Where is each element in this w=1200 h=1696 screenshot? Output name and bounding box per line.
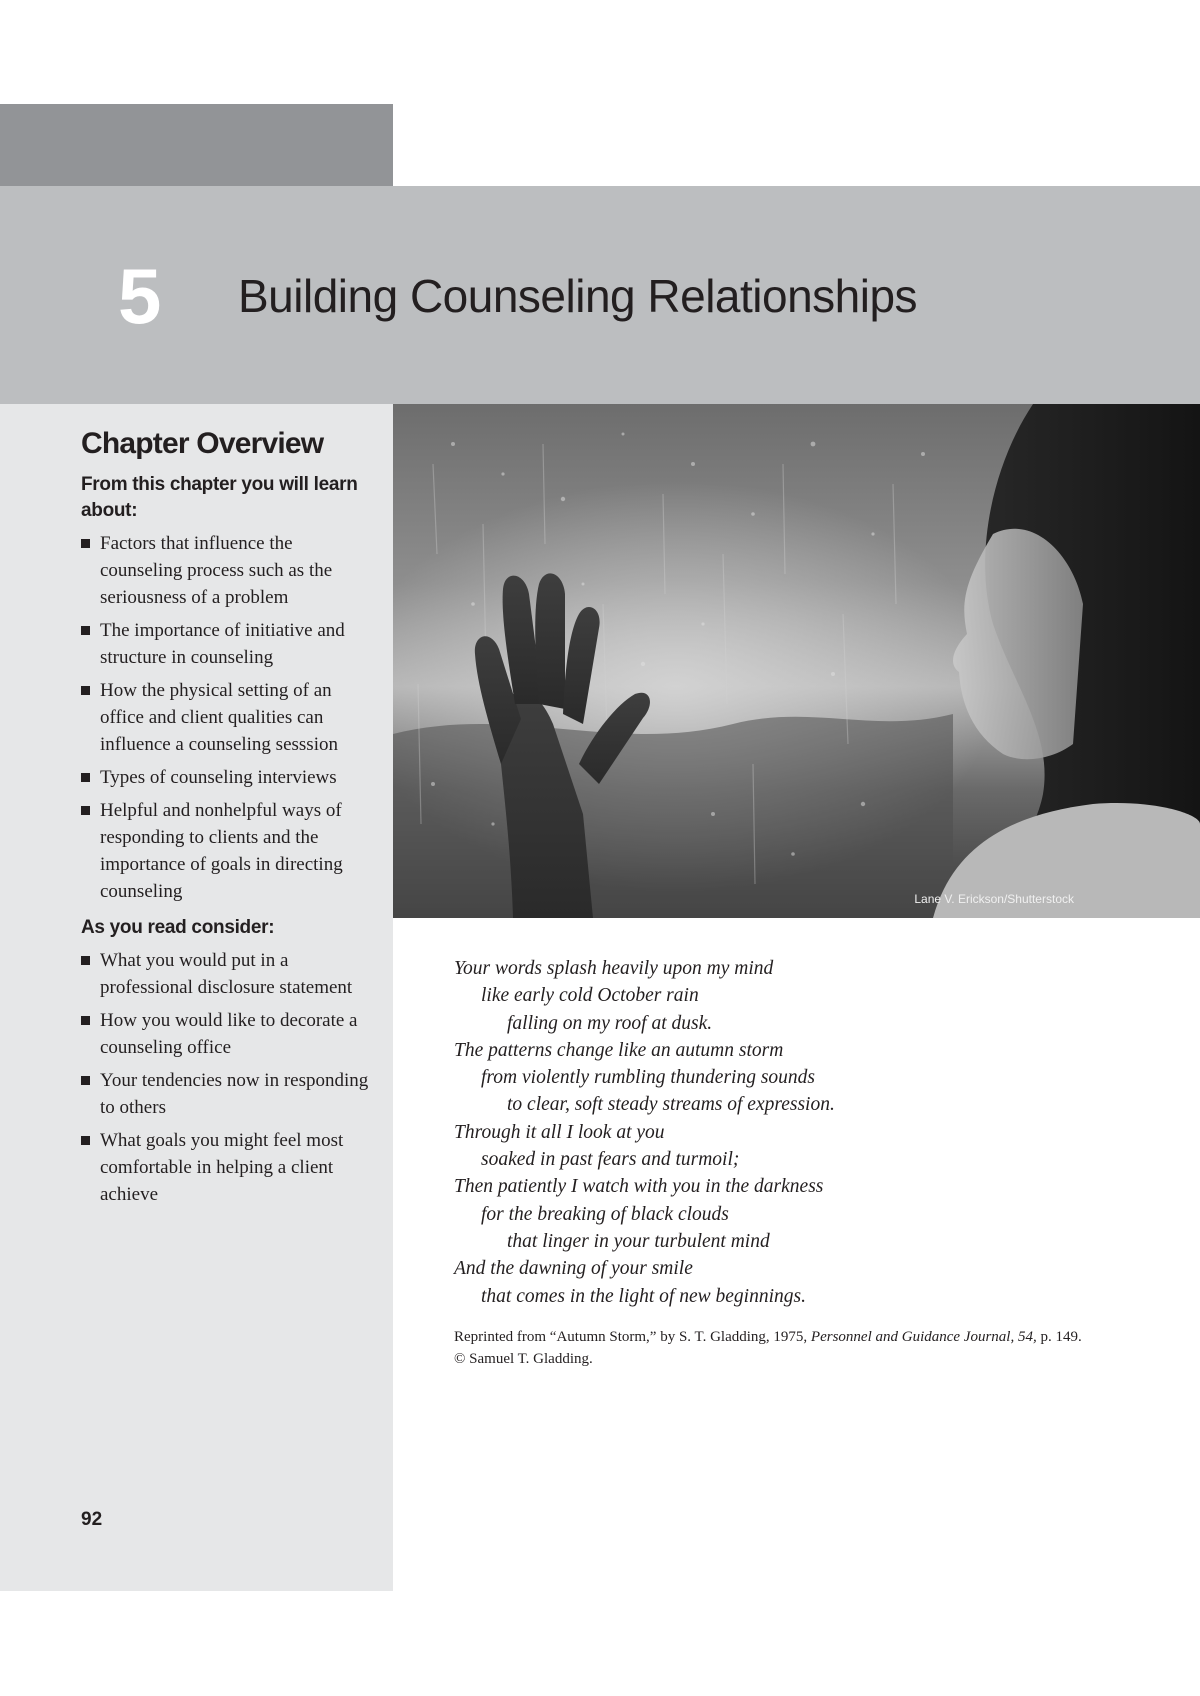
poem-line: Your words splash heavily upon my mind (454, 958, 774, 979)
poem-line: that linger in your turbulent mind (507, 1230, 770, 1252)
poem-line: falling on my roof at dusk. (507, 1012, 713, 1034)
list-item-text: How the physical setting of an office and client qualities can influence a counseling sesssion (100, 680, 338, 755)
chapter-photo (393, 404, 1200, 918)
learn-heading: From this chapter you will learn about: (81, 474, 358, 521)
poem-line: Then patiently I watch with you in the darkness (454, 1176, 824, 1198)
chapter-number: 5 (118, 252, 162, 340)
page-number: 92 (81, 1509, 103, 1530)
square-bullet-icon (81, 1016, 90, 1025)
overview-heading: Chapter Overview (81, 427, 324, 460)
square-bullet-icon (81, 1136, 90, 1145)
list-item-text: Your tendencies now in responding to others (100, 1070, 369, 1118)
list-item-text: What goals you might feel most comfortable in helping a client achieve (100, 1130, 344, 1205)
square-bullet-icon (81, 539, 90, 548)
list-item (81, 1127, 371, 1208)
poem-line: like early cold October rain (481, 985, 699, 1007)
poem-line: to clear, soft steady streams of expression. (507, 1094, 835, 1116)
list-item (81, 764, 371, 791)
header-tab-block (0, 104, 393, 186)
list-item (81, 617, 371, 671)
poem-line: Through it all I look at you (454, 1121, 665, 1143)
chapter-overview-sidebar (0, 404, 393, 1591)
list-item (81, 530, 371, 611)
list-item (81, 947, 371, 1001)
square-bullet-icon (81, 806, 90, 815)
list-item (81, 677, 371, 758)
list-item-text: Factors that influence the counseling process such as the seriousness of a problem (100, 533, 333, 608)
consider-heading: As you read consider: (81, 917, 275, 938)
poem-line: for the breaking of black clouds (481, 1203, 729, 1225)
poem-line: from violently rumbling thundering sounds (481, 1067, 816, 1089)
poem-line: The patterns change like an autumn storm (454, 1039, 784, 1061)
consider-list (81, 947, 371, 1208)
sidebar-content (81, 424, 371, 1218)
poem-line: soaked in past fears and turmoil; (481, 1149, 740, 1171)
list-item-text: How you would like to decorate a counseling office (100, 1010, 358, 1058)
poem-attribution (454, 1326, 1094, 1370)
attribution-journal: Personnel and Guidance Journal, 54, (810, 1329, 1037, 1345)
square-bullet-icon (81, 686, 90, 695)
list-item (81, 1067, 371, 1121)
list-item-text: Types of counseling interviews (100, 767, 337, 788)
list-item (81, 797, 371, 905)
square-bullet-icon (81, 773, 90, 782)
list-item (81, 1007, 371, 1061)
epigraph-poem (454, 955, 1094, 1310)
attribution-prefix: Reprinted from “Autumn Storm,” by S. T. Gladding, 1975, (454, 1329, 811, 1345)
poem-line: And the dawning of your smile (454, 1258, 693, 1280)
chapter-title: Building Counseling Relationships (238, 270, 918, 322)
attribution-suffix: p. 149. © Samuel T. Gladding. (454, 1329, 1082, 1367)
list-item-text: Helpful and nonhelpful ways of responding to clients and the importance of goals in directing counseling (100, 800, 343, 902)
square-bullet-icon (81, 1076, 90, 1085)
poem-line: that comes in the light of new beginnings. (481, 1285, 806, 1307)
square-bullet-icon (81, 956, 90, 965)
learn-list (81, 530, 371, 905)
photo-credit: Lane V. Erickson/Shutterstock (914, 892, 1074, 906)
list-item-text: What you would put in a professional disclosure statement (100, 950, 353, 998)
list-item-text: The importance of initiative and structure in counseling (100, 620, 345, 668)
rainy-window-photo-illustration (393, 404, 1200, 918)
square-bullet-icon (81, 626, 90, 635)
